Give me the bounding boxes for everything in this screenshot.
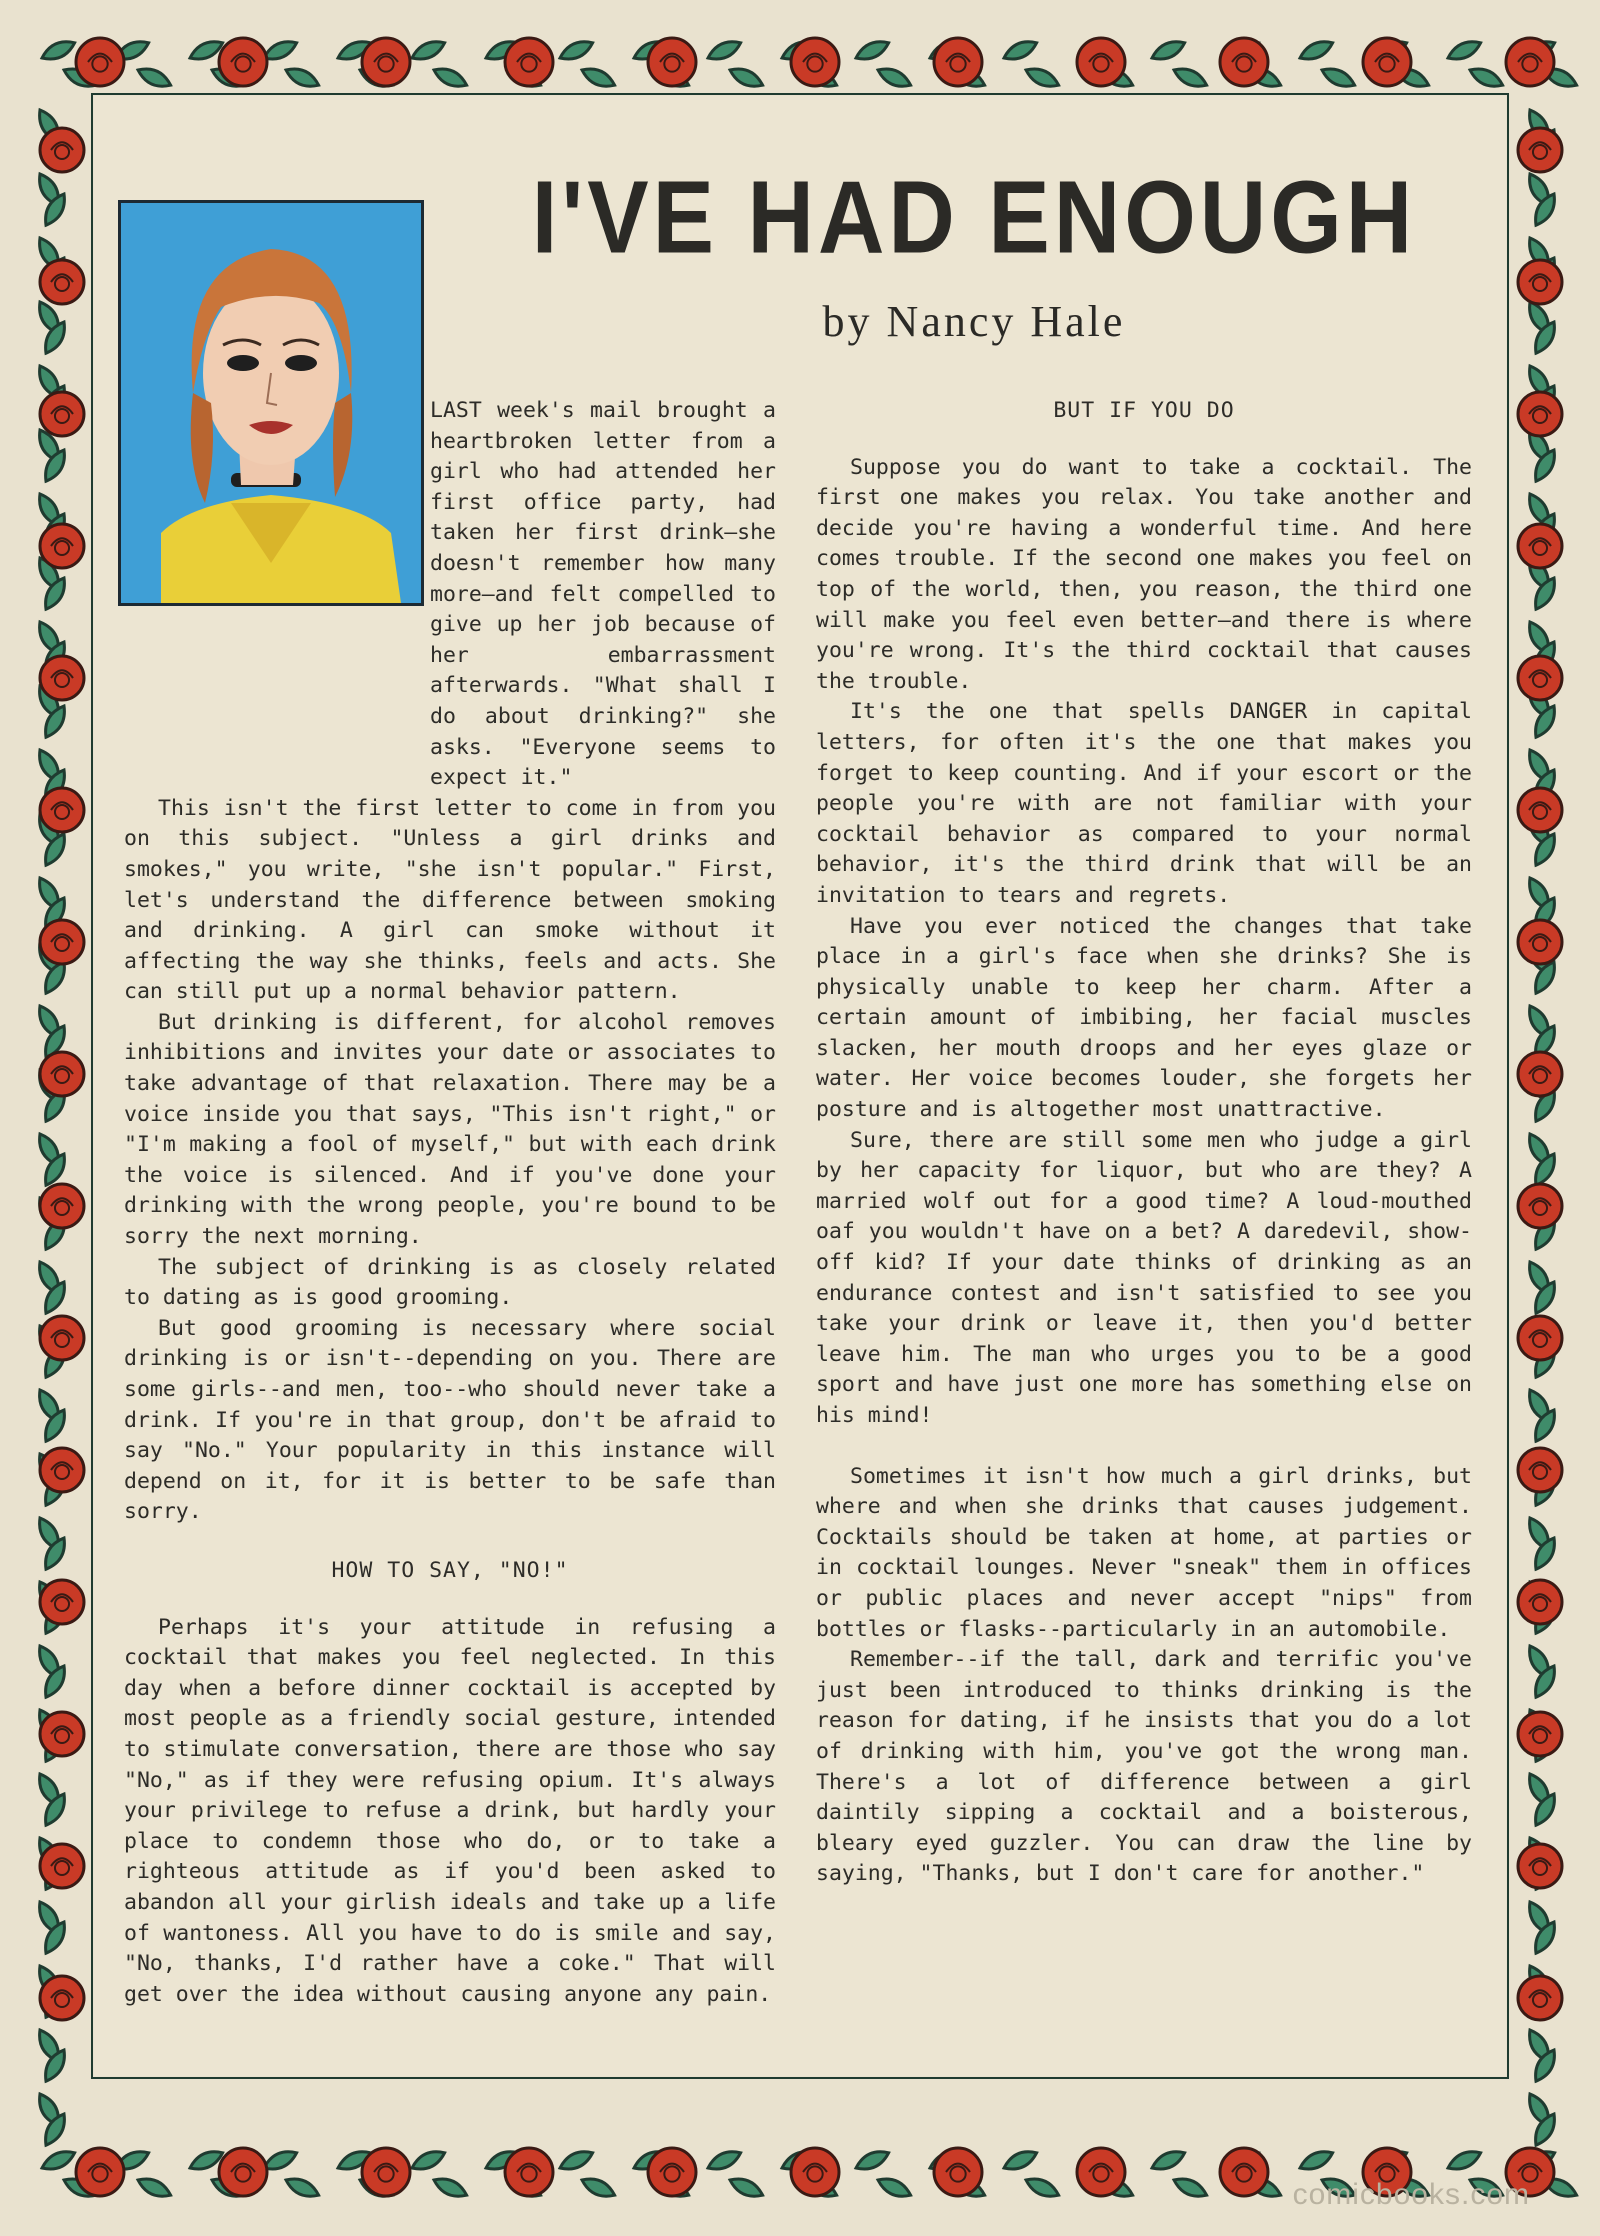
- right-column: [816, 396, 1472, 1890]
- paragraph: Perhaps it's your attitude in refusing a cocktail that makes you feel neglected. In this day when a before dinner cocktail is accepted by most people as a friendly social gesture, intended to stimulate conversation, there are those who say "No," as if they were refusing opium. It's always your privilege to refuse a drink, but hardly your place to condemn those who do, or to take a righteous attitude as if you'd been asked to abandon all your girlish ideals and take up a life of wantoness. All you have to do is smile and say, "No, thanks, I'd rather have a coke." That will get over the idea without causing anyone any pain.: [124, 1614, 776, 2007]
- paragraph: Suppose you do want to take a cocktail. The first one makes you relax. You take another and decide you're having a wonderful time. And here comes trouble. If the second one makes you feel on top of the world, then, you reason, the third one will make you feel even better—and there is where you're wrong. It's the third cocktail that causes the trouble.: [816, 454, 1472, 694]
- section-heading-no: HOW TO SAY, "NO!": [331, 1557, 569, 1583]
- paragraph: Remember--if the tall, dark and terrific you've just been introduced to thinks drinking is the reason for dating, if he insists that you do a lot of drinking with him, you've got the wrong man. There's a lot of difference between a girl daintily sipping a cocktail and a boisterous, bleary eyed guzzler. You can draw the line by saying, "Thanks, but I don't care for another.": [816, 1647, 1472, 1887]
- paragraph: Sometimes it isn't how much a girl drinks, but where and when she drinks that causes judgement. Cocktails should be taken at home, at parties or in cocktail lounges. Never "sneak" them in offices or public places and never accept "nips" from bottles or flasks--particularly in an automobile.: [816, 1463, 1472, 1642]
- article-panel: [94, 96, 1506, 2076]
- site-watermark: comicbooks.com: [1292, 2178, 1530, 2211]
- paragraph: Have you ever noticed the changes that take place in a girl's face when she drinks? She is physically unable to keep her charm. After a certain amount of imbibing, her facial muscles slacken, her mouth droops and her eyes glaze or water. Her voice becomes louder, she forgets her posture and is altogether most unattractive.: [816, 913, 1472, 1123]
- article-byline: by Nancy Hale: [822, 297, 1126, 346]
- paragraph: This isn't the first letter to come in from you on this subject. "Unless a girl drinks and smokes," you write, "she isn't popular." First, let's understand the difference between smoking and drinking. A girl can smoke without it affecting the way she thinks, feels and acts. She can still put up a normal behavior pattern.: [124, 795, 776, 1005]
- section-heading-do: BUT IF YOU DO: [1053, 398, 1235, 423]
- paragraph: But drinking is different, for alcohol removes inhibitions and invites your date or associates to take advantage of that relaxation. There may be a voice inside you that says, "This isn't right," or "I'm making a fool of myself," but with each drink the voice is silenced. And if you've done your drinking with the wrong people, you're bound to be sorry the next morning.: [124, 1009, 776, 1250]
- paragraph: The subject of drinking is as closely related to dating as is good grooming.: [124, 1254, 776, 1311]
- article-title: I'VE HAD ENOUGH: [531, 160, 1417, 276]
- paragraph: But good grooming is necessary where social drinking is or isn't--depending on you. There are some girls--and men, too--who should never take a drink. If you're in that group, don't be afraid to say "No." Your popularity in this instance will depend on it, for it is better to be safe than sorry.: [124, 1315, 776, 1525]
- paragraph: LAST week's mail brought a heartbroken letter from a girl who had attended her first office party, had taken her first drink—she doesn't remember how many more—and felt compelled to give up her job because of her embarrassment afterwards. "What shall I do about drinking?" she asks. "Everyone seems to expect it.": [430, 398, 776, 791]
- paragraph: It's the one that spells DANGER in capital letters, for often it's the one that makes you forget to keep counting. And if your escort or the people you're with are not familiar with your cocktail behavior as compared to your normal behavior, it's the third drink that will be an invitation to tears and regrets.: [816, 699, 1472, 908]
- paragraph: Sure, there are still some men who judge a girl by her capacity for liquor, but who are they? A married wolf out for a good time? A loud-mouthed oaf you wouldn't have on a bet? A daredevil, show-off kid? If your date thinks of drinking as an endurance contest and isn't satisfied to see you take your drink or leave it, then you'd better leave him. The man who urges you to be a good sport and have just one more has something else on his mind!: [816, 1127, 1472, 1428]
- left-column: [124, 396, 776, 2010]
